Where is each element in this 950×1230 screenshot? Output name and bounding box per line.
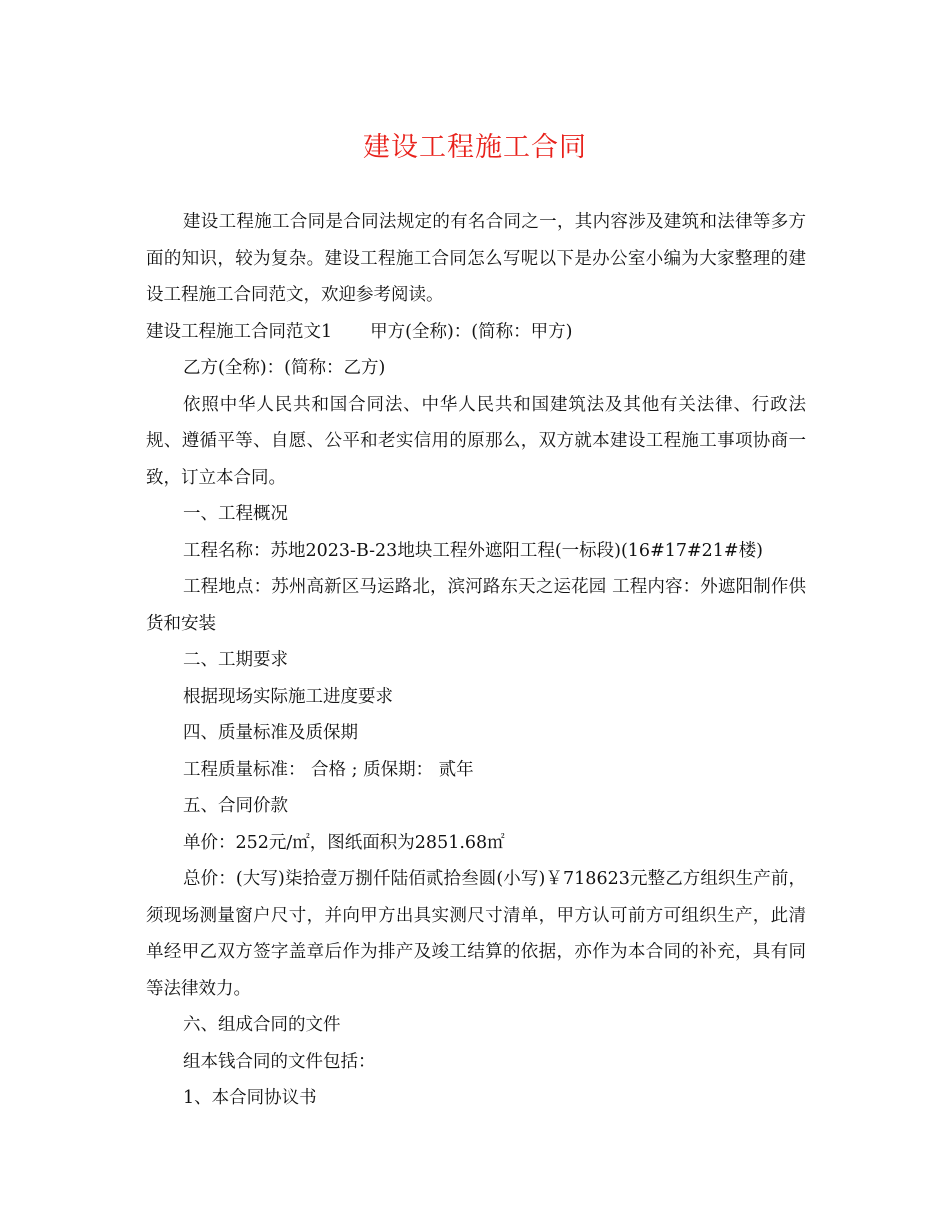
document-title: 建设工程施工合同 — [363, 132, 587, 163]
project-name-line: 工程名称：苏地2023-B-23地块工程外遮阳工程(一标段)(16#17#21#楼) — [183, 540, 763, 561]
party-a-line: 甲方(全称)：(简称：甲方) — [370, 321, 573, 342]
unit-price-line: 单价：252元/㎡，图纸面积为2851.68㎡ — [183, 832, 505, 853]
quality-line: 工程质量标准： 合格 ; 质保期： 贰年 — [183, 759, 474, 780]
basis-paragraph: 依照中华人民共和国合同法、中华人民共和国建筑法及其他有关法律、行政法规、遵循平等、自愿、公平和老实信用的原那么，双方就本建设工程施工事项协商一致，订立本合同。 — [146, 394, 806, 488]
section-heading-schedule: 二、工期要求 — [183, 650, 288, 670]
section-heading-price: 五、合同价款 — [183, 796, 288, 816]
party-b-line: 乙方(全称)：(简称：乙方) — [183, 358, 386, 378]
project-site-paragraph: 工程地点：苏州高新区马运路北，滨河路东天之运花园 工程内容：外遮阳制作供货和安装 — [146, 577, 806, 634]
sample-label: 建设工程施工合同范文1 — [146, 321, 333, 342]
intro-paragraph: 建设工程施工合同是合同法规定的有名合同之一，其内容涉及建筑和法律等多方面的知识，较为复杂。建设工程施工合同怎么写呢以下是办公室小编为大家整理的建设工程施工合同范文，欢迎参考阅读。 — [146, 212, 806, 305]
section-heading-quality: 四、质量标准及质保期 — [183, 723, 358, 743]
document-body — [146, 204, 806, 1117]
schedule-line: 根据现场实际施工进度要求 — [183, 686, 393, 707]
document-list-item: 1、本合同协议书 — [183, 1088, 317, 1108]
documents-intro-line: 组本钱合同的文件包括： — [183, 1051, 376, 1072]
sample-heading-line — [146, 314, 806, 351]
section-heading-overview: 一、工程概况 — [183, 504, 288, 524]
total-price-paragraph: 总价：(大写)柒拾壹万捌仟陆佰贰拾叁圆(小写)￥718623元整乙方组织生产前，须现场测量窗户尺寸，并向甲方出具实测尺寸清单，甲方认可前方可组织生产，此清单经甲乙双方签字盖章后作为排产及竣工结算的依据，亦作为本合同的补充，具有同等法律效力。 — [146, 869, 806, 999]
section-heading-documents: 六、组成合同的文件 — [183, 1015, 341, 1035]
